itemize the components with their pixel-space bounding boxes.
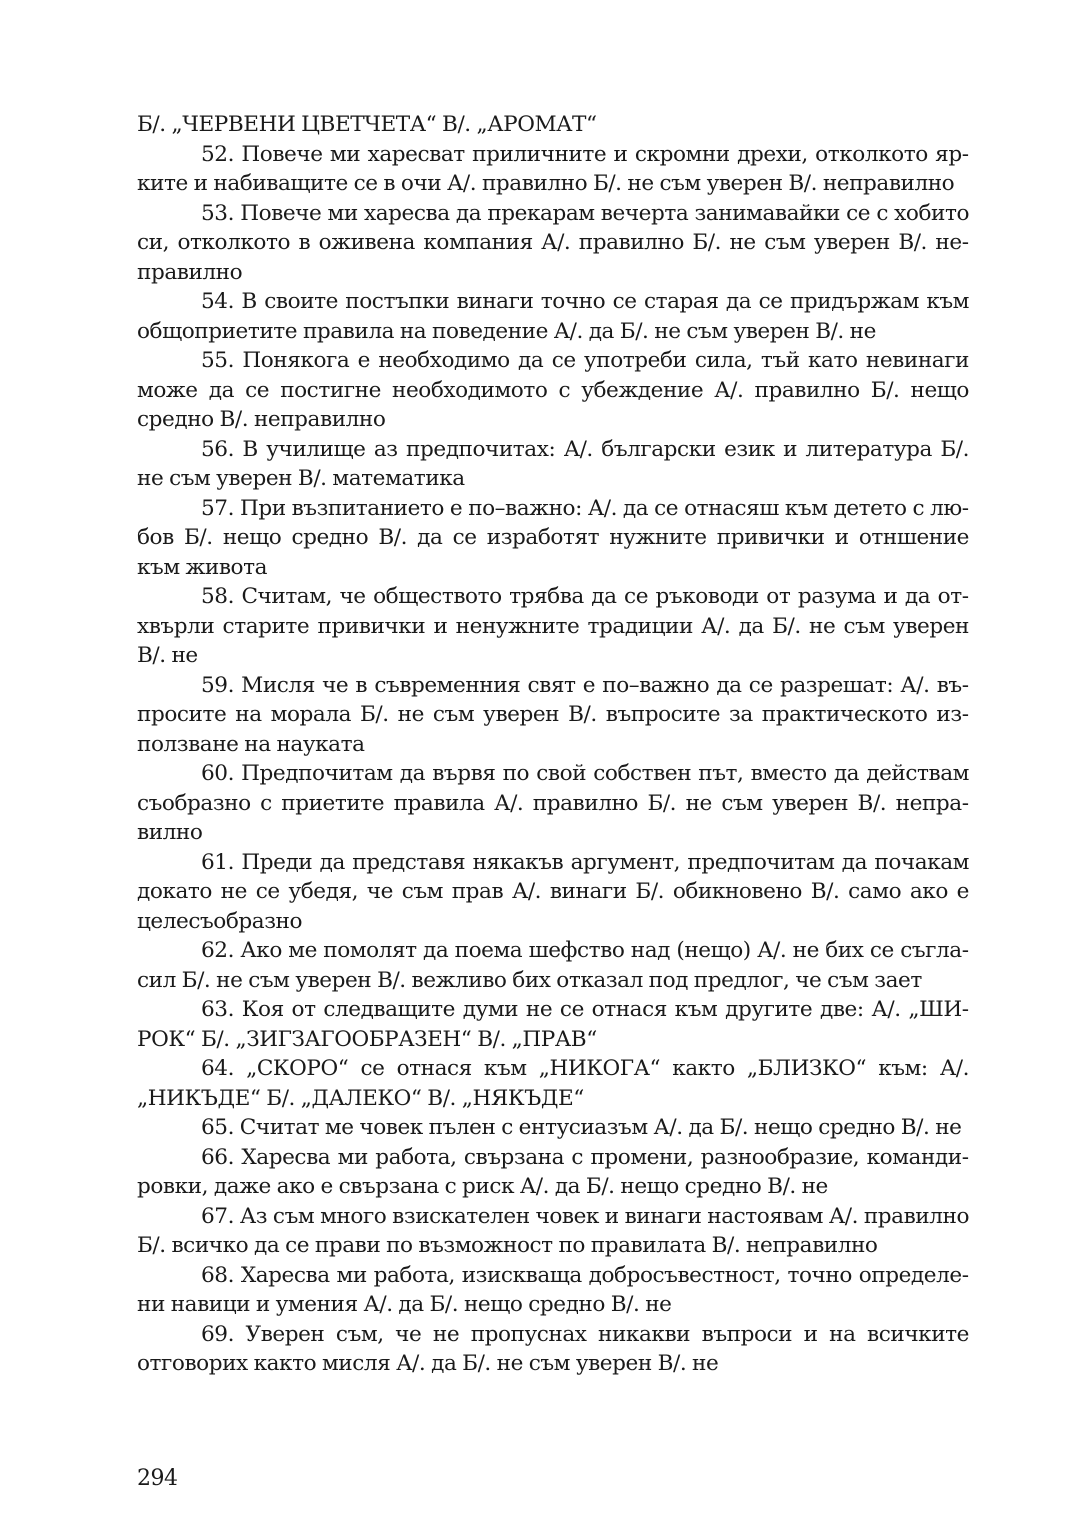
- question-69: 69. Уверен съм, че не пропуснах никакви въпроси и на всичките отговорих както мисля А/. да Б/. не съм уверен В/. не: [137, 1321, 969, 1376]
- question-60: 60. Предпочитам да вървя по свой собствен път, вместо да действам съобразно с приетите правила А/. правилно Б/. не съм уверен В/. неправилно: [137, 761, 969, 845]
- page-number: 294: [137, 1466, 178, 1491]
- question-59: 59. Мисля че в съвременния свят е по–важно да се разрешат: А/. въпросите на морала Б/. не съм уверен В/. въпросите за практическото използване на науката: [137, 672, 969, 757]
- paragraph-continuation: Б/. „ЧЕРВЕНИ ЦВЕТЧЕТА“ В/. „АРОМАТ“: [137, 112, 597, 137]
- question-64: 64. „СКОРО“ се отнася към „НИКОГА“ както „БЛИЗКО“ към: А/. „НИКЪДЕ“ Б/. „ДАЛЕКО“ В/. „НЯКЪДЕ“: [137, 1056, 969, 1111]
- question-54: 54. В своите постъпки винаги точно се старая да се придържам към общоприетите правила на поведение А/. да Б/. не съм уверен В/. не: [137, 289, 969, 344]
- page-body: [137, 110, 969, 1379]
- question-65: 65. Считат ме човек пълен с ентусиазъм А/. да Б/. нещо средно В/. не: [201, 1115, 962, 1140]
- question-68: 68. Харесва ми работа, изискваща добросъвестност, точно определени навици и умения А/. да Б/. нещо средно В/. не: [137, 1262, 969, 1317]
- question-58: 58. Считам, че обществото трябва да се ръководи от разума и да отхвърли старите привички и ненужните традиции А/. да Б/. не съм уверен В/. не: [137, 584, 969, 668]
- question-52: 52. Повече ми харесват приличните и скромни дрехи, отколкото ярките и набиващите се в очи А/. правилно Б/. не съм уверен В/. неправилно: [137, 141, 969, 196]
- question-66: 66. Харесва ми работа, свързана с промени, разнообразие, командировки, даже ако е свързана с риск А/. да Б/. нещо средно В/. не: [137, 1144, 969, 1199]
- question-56: 56. В училище аз предпочитах: А/. български език и литература Б/. не съм уверен В/. математика: [137, 436, 969, 491]
- question-67: 67. Аз съм много взискателен човек и винаги настоявам А/. правилно Б/. всичко да се прави по възможност по правилата В/. неправилно: [137, 1203, 969, 1258]
- question-62: 62. Ако ме помолят да поема шефство над (нещо) А/. не бих се съгласил Б/. не съм уверен В/. вежливо бих отказал под предлог, че съм зает: [137, 938, 969, 993]
- question-55: 55. Понякога е необходимо да се употреби сила, тъй като невинаги може да се постигне необходимото с убеждение А/. правилно Б/. нещо средно В/. неправилно: [137, 348, 969, 432]
- question-63: 63. Коя от следващите думи не се отнася към другите две: А/. „ШИРОК“ Б/. „ЗИГЗАГООБРАЗЕН“ В/. „ПРАВ“: [137, 997, 969, 1052]
- question-61: 61. Преди да представя някакъв аргумент, предпочитам да почакам докато не се убедя, че съм прав А/. винаги Б/. обикновено В/. само ако е целесъобразно: [137, 849, 969, 934]
- question-53: 53. Повече ми харесва да прекарам вечерта занимавайки се с хобито си, отколкото в оживена компания А/. правилно Б/. не съм уверен В/. неправилно: [137, 200, 969, 285]
- question-57: 57. При възпитанието е по–важно: А/. да се отнасяш към детето с любов Б/. нещо средно В/. да се изработят нужните привички и отншение към живота: [137, 495, 969, 580]
